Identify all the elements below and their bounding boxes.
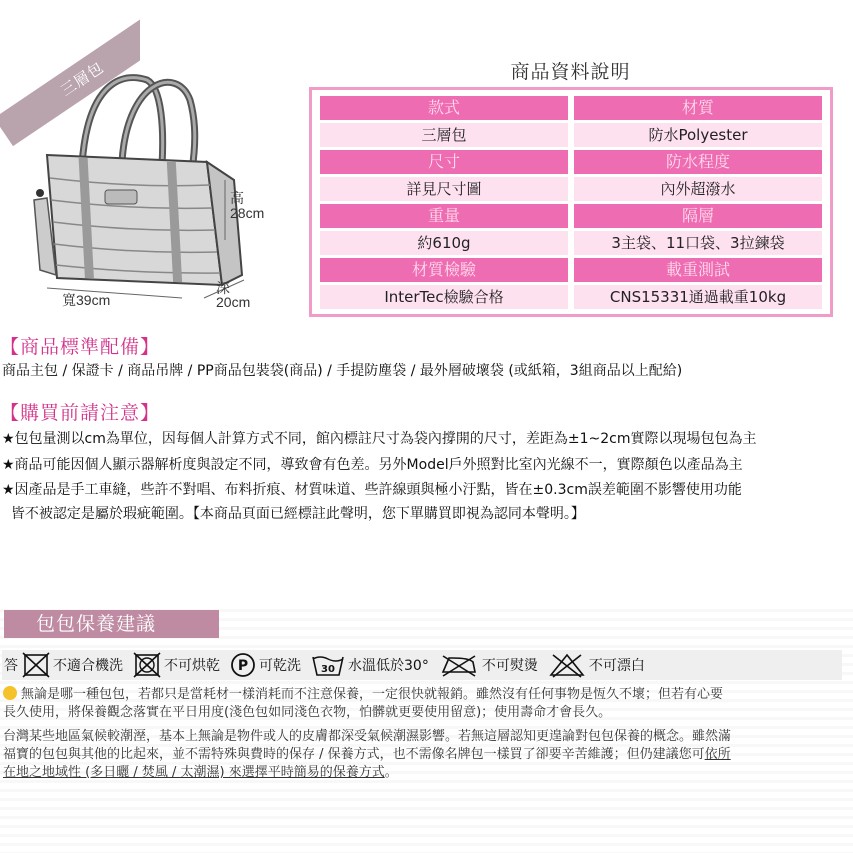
notice-line: ★商品可能因個人顯示器解析度與設定不同，導致會有色差。另外Model戶外照對比室內光線不一，實際顏色以產品為主 [2,457,743,473]
spec-value-cell: 內外超潑水 [574,177,822,201]
spec-title: 商品資料說明 [510,61,631,83]
dry-clean-glyph: P [237,658,249,674]
care-p2-line2: 福寶的包包與其他的比起來，並不需特殊與費時的保存 / 保養方式，也不需像名牌包一樣買了卻要辛苦維護；但仍建議您可 [3,747,705,762]
wash-30-icon [311,652,345,678]
no-machine-wash-icon [22,652,50,678]
standard-text: 商品主包 / 保證卡 / 商品吊牌 / PP商品包裝袋(商品) / 手提防塵袋 / 最外層破壞袋 (或紙箱，3組商品以上配給) [2,363,683,379]
care-p1-line2: 長久使用，將保養觀念落實在平日用度(淺色包如同淺色衣物，怕髒就更要使用留意)；使用壽命才會長久。 [3,705,612,720]
notice-line: ★因產品是手工車縫，些許不對唱、布料折痕、材質味道、些許線頭與極小汙點，皆在±0.3cm誤差範圍不影響使用功能 [2,482,742,498]
notice-line: ★包包量測以cm為單位，因每個人計算方式不同，館內標註尺寸為袋內撐開的尺寸，差距為±1~2cm實際以現場包包為主 [2,431,757,447]
spec-header-cell: 重量 [320,204,568,228]
wash-label: 不可烘乾 [164,658,220,674]
spec-header-cell: 材質 [574,96,822,120]
spec-value-cell: 約610g [320,231,568,255]
care-paragraph-2 [3,728,848,782]
height-value: 28cm [230,205,265,221]
notice-line: 皆不被認定是屬於瑕疵範圍。【本商品頁面已經標註此聲明，您下單購買即視為認同本聲明。】 [2,506,585,522]
dry-clean-icon [230,652,256,678]
wash-symbols-row [2,650,842,680]
smile-icon [3,686,17,700]
care-title: 包包保養建議 [4,610,219,638]
depth-value: 20cm [216,294,251,310]
product-top-band [0,0,853,325]
wash-30-glyph: 30 [321,664,335,675]
spec-header-cell: 材質檢驗 [320,258,568,282]
corner-badge: 三層包 [0,12,140,146]
wash-item [311,652,429,678]
wash-item [22,652,123,678]
wash-lead: 答 [4,658,18,674]
spec-value-cell: 詳見尺寸圖 [320,177,568,201]
width-label: 寬39cm [62,292,111,308]
standard-title: 【商品標準配備】 [0,336,161,358]
spec-header-cell: 防水程度 [574,150,822,174]
spec-value-cell: InterTec檢驗合格 [320,285,568,309]
spec-value-cell: CNS15331通過載重10kg [574,285,822,309]
height-label: 高 [230,190,244,206]
care-p2-line1: 台灣某些地區氣候較潮溼，基本上無論是物件或人的皮膚都深受氣候潮濕影響。若無這層認知更遑論對包包保養的概念。雖然滿 [3,729,732,744]
notice-title: 【購買前請注意】 [0,402,161,424]
depth-label: 深 [216,280,230,296]
wash-label: 不適合機洗 [53,658,123,674]
no-tumble-dry-icon [133,652,161,678]
spec-header-cell: 載重測試 [574,258,822,282]
spec-header-cell: 款式 [320,96,568,120]
no-bleach-icon [548,652,586,678]
wash-label: 可乾洗 [259,658,301,674]
care-paragraph-1 [3,686,848,722]
spec-value-cell: 3主袋、11口袋、3拉鍊袋 [574,231,822,255]
spec-value-cell: 三層包 [320,123,568,147]
care-p1-line1: 無論是哪一種包包，若都只是當耗材一樣消耗而不注意保養，一定很快就報銷。雖然沒有任何事物是恆久不壞；但若有心要 [21,687,724,702]
care-p2-underline-a: 依所 [704,747,731,762]
no-iron-icon [439,652,479,678]
wash-item [548,652,645,678]
wash-item [133,652,220,678]
spec-table [309,87,833,317]
care-p2-underline-b: 在地之地域性 (多日曬 / 焚風 / 太潮濕) 來選擇平時簡易的保養方式 [3,765,385,780]
spec-header-cell: 尺寸 [320,150,568,174]
spec-header-cell: 隔層 [574,204,822,228]
wash-label: 不可漂白 [588,658,645,674]
wash-label: 水溫低於30° [348,658,429,674]
care-p2-end: 。 [384,765,398,780]
spec-value-cell: 防水Polyester [574,123,822,147]
wash-item [439,652,538,678]
wash-label: 不可熨燙 [481,658,538,674]
wash-item [230,652,301,678]
